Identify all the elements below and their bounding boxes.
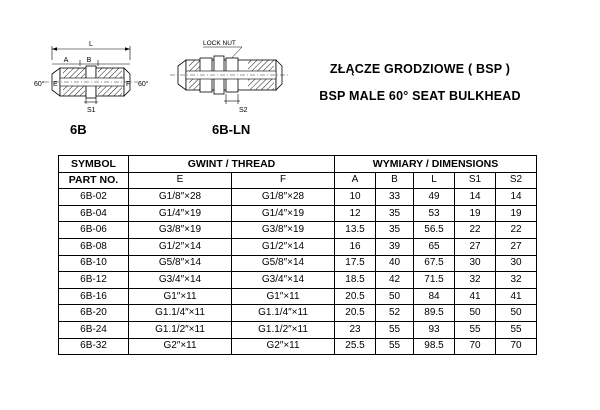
cell-part-no: 6B-32 (59, 338, 129, 355)
header-f: F (232, 172, 335, 189)
cell-dim-s1: 50 (455, 305, 496, 322)
table-row (59, 205, 537, 222)
cell-dim-a: 23 (335, 321, 376, 338)
cell-thread-e: G3/4″×14 (129, 272, 232, 289)
cell-dim-s1: 22 (455, 222, 496, 239)
cell-dim-s1: 27 (455, 238, 496, 255)
lock-nut-label: LOCK NUT (203, 40, 236, 47)
header-symbol: SYMBOL (59, 156, 129, 173)
cell-thread-f: G3/4″×14 (232, 272, 335, 289)
cell-dim-l: 89.5 (414, 305, 455, 322)
cell-dim-b: 50 (376, 288, 414, 305)
cell-dim-b: 33 (376, 189, 414, 206)
cell-thread-f: G1.1/4″×11 (232, 305, 335, 322)
cell-dim-s2: 30 (496, 255, 537, 272)
cell-thread-f: G1″×11 (232, 288, 335, 305)
table-row (59, 305, 537, 322)
cell-thread-f: G5/8″×14 (232, 255, 335, 272)
right-angle-label: 60° (138, 81, 149, 88)
cell-dim-a: 10 (335, 189, 376, 206)
table-row (59, 189, 537, 206)
cell-dim-a: 12 (335, 205, 376, 222)
cell-dim-s1: 19 (455, 205, 496, 222)
dim-s2-label: S2 (239, 107, 248, 114)
cell-thread-f: G2″×11 (232, 338, 335, 355)
cell-dim-s1: 70 (455, 338, 496, 355)
fitting-6b-drawing (34, 41, 149, 114)
cell-dim-b: 40 (376, 255, 414, 272)
cell-dim-s1: 41 (455, 288, 496, 305)
header-s2: S2 (496, 172, 537, 189)
cell-dim-a: 20.5 (335, 305, 376, 322)
cell-thread-e: G1.1/4″×11 (129, 305, 232, 322)
cell-dim-a: 13.5 (335, 222, 376, 239)
code-6b-ln: 6B-LN (212, 122, 251, 137)
title-pl: ZŁĄCZE GRODZIOWE ( BSP ) (329, 62, 511, 76)
cell-thread-e: G1.1/2″×11 (129, 321, 232, 338)
technical-drawings (0, 0, 300, 150)
header-b: B (376, 172, 414, 189)
cell-dim-l: 67.5 (414, 255, 455, 272)
table-row (59, 222, 537, 239)
cell-thread-f: G1.1/2″×11 (232, 321, 335, 338)
dim-a-label: A (63, 57, 69, 64)
fitting-6b-ln-drawing (170, 40, 290, 114)
cell-dim-s1: 32 (455, 272, 496, 289)
cell-dim-b: 55 (376, 321, 414, 338)
cell-dim-l: 98.5 (414, 338, 455, 355)
cell-dim-s1: 55 (455, 321, 496, 338)
cell-dim-b: 42 (376, 272, 414, 289)
title-en: BSP MALE 60° SEAT BULKHEAD (319, 89, 521, 103)
cell-thread-f: G1/2″×14 (232, 238, 335, 255)
cell-thread-e: G1″×11 (129, 288, 232, 305)
cell-dim-l: 56.5 (414, 222, 455, 239)
cell-dim-a: 25.5 (335, 338, 376, 355)
dim-f-label: F (126, 81, 131, 88)
cell-dim-s2: 22 (496, 222, 537, 239)
header-s1: S1 (455, 172, 496, 189)
table-row (59, 272, 537, 289)
cell-dim-l: 71.5 (414, 272, 455, 289)
cell-dim-b: 35 (376, 205, 414, 222)
code-6b: 6B (70, 122, 87, 137)
cell-part-no: 6B-20 (59, 305, 129, 322)
cell-dim-s2: 55 (496, 321, 537, 338)
header-row-1 (59, 156, 537, 173)
header-l: L (414, 172, 455, 189)
cell-dim-b: 39 (376, 238, 414, 255)
table-row (59, 338, 537, 355)
cell-dim-s2: 50 (496, 305, 537, 322)
cell-part-no: 6B-02 (59, 189, 129, 206)
table-row (59, 321, 537, 338)
cell-dim-s2: 19 (496, 205, 537, 222)
dim-e-label: E (53, 81, 58, 88)
cell-dim-a: 18.5 (335, 272, 376, 289)
cell-thread-e: G1/4″×19 (129, 205, 232, 222)
table-row (59, 238, 537, 255)
cell-part-no: 6B-06 (59, 222, 129, 239)
cell-dim-b: 52 (376, 305, 414, 322)
cell-dim-s1: 14 (455, 189, 496, 206)
cell-thread-f: G1/8″×28 (232, 189, 335, 206)
cell-thread-e: G2″×11 (129, 338, 232, 355)
cell-dim-a: 17.5 (335, 255, 376, 272)
dim-s1-label: S1 (87, 107, 96, 114)
header-part-no: PART NO. (59, 172, 129, 189)
cell-dim-s2: 41 (496, 288, 537, 305)
cell-part-no: 6B-08 (59, 238, 129, 255)
cell-dim-l: 65 (414, 238, 455, 255)
cell-dim-s2: 70 (496, 338, 537, 355)
cell-part-no: 6B-04 (59, 205, 129, 222)
cell-dim-s1: 30 (455, 255, 496, 272)
cell-thread-e: G1/2″×14 (129, 238, 232, 255)
cell-dim-s2: 27 (496, 238, 537, 255)
cell-thread-e: G1/8″×28 (129, 189, 232, 206)
cell-dim-l: 49 (414, 189, 455, 206)
cell-part-no: 6B-12 (59, 272, 129, 289)
cell-dim-b: 35 (376, 222, 414, 239)
cell-dim-l: 53 (414, 205, 455, 222)
cell-dim-s2: 32 (496, 272, 537, 289)
header-a: A (335, 172, 376, 189)
cell-part-no: 6B-10 (59, 255, 129, 272)
cell-thread-e: G3/8″×19 (129, 222, 232, 239)
cell-part-no: 6B-24 (59, 321, 129, 338)
cell-thread-f: G1/4″×19 (232, 205, 335, 222)
table-body (59, 189, 537, 355)
left-angle-label: 60° (34, 81, 45, 88)
table-row (59, 255, 537, 272)
cell-dim-s2: 14 (496, 189, 537, 206)
cell-part-no: 6B-16 (59, 288, 129, 305)
header-row-2 (59, 172, 537, 189)
header-dimensions: WYMIARY / DIMENSIONS (335, 156, 537, 173)
cell-thread-e: G5/8″×14 (129, 255, 232, 272)
header-e: E (129, 172, 232, 189)
dim-b-label: B (86, 57, 92, 64)
cell-dim-l: 93 (414, 321, 455, 338)
header-thread: GWINT / THREAD (129, 156, 335, 173)
title-block (300, 62, 540, 116)
cell-dim-l: 84 (414, 288, 455, 305)
cell-dim-b: 55 (376, 338, 414, 355)
dimensions-table (58, 155, 537, 355)
cell-thread-f: G3/8″×19 (232, 222, 335, 239)
table-row (59, 288, 537, 305)
dim-l-label: L (89, 41, 93, 48)
cell-dim-a: 20.5 (335, 288, 376, 305)
cell-dim-a: 16 (335, 238, 376, 255)
